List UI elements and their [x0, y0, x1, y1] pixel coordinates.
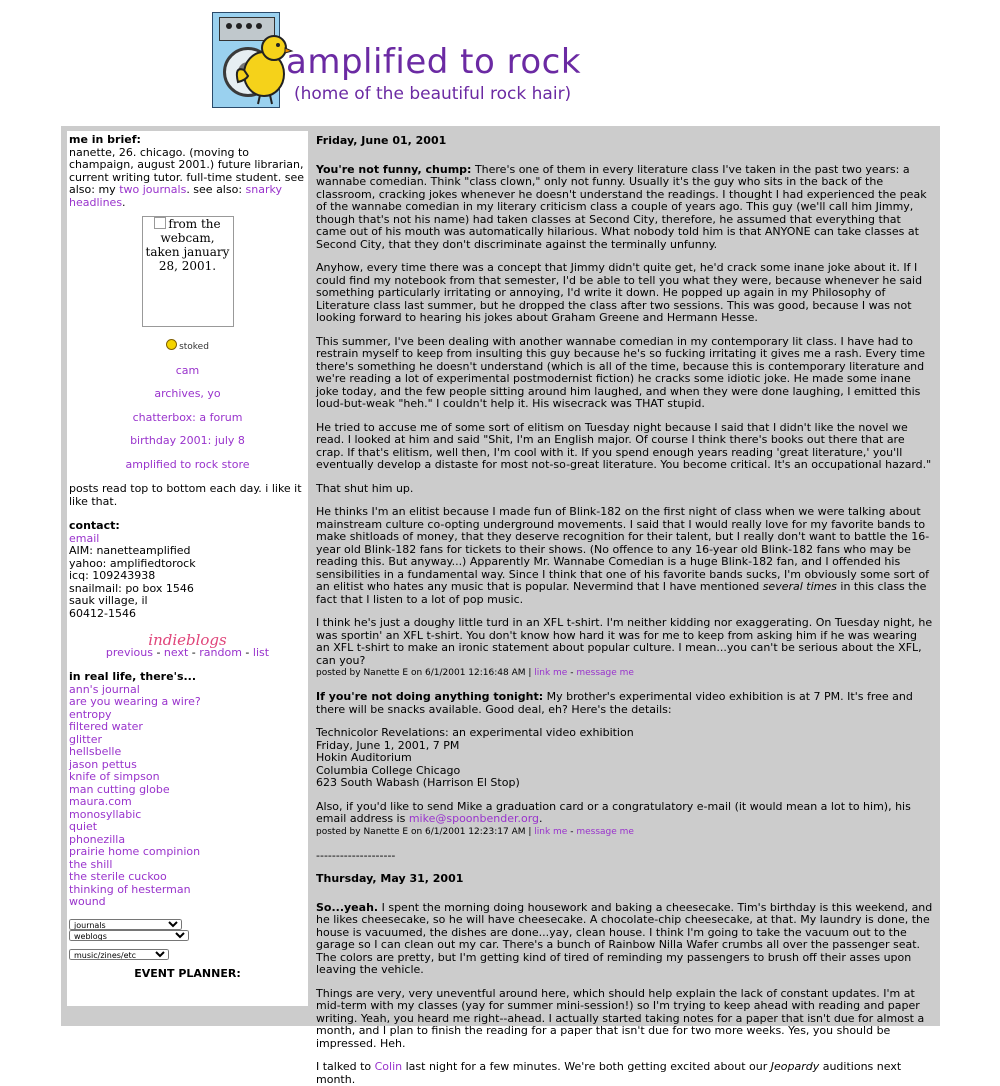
contact-icq: icq: 109243938	[69, 569, 156, 582]
webcam-image	[142, 216, 234, 327]
contact-yahoo: yahoo: amplifiedtorock	[69, 556, 196, 570]
post-paragraph	[316, 691, 934, 716]
brief-heading: me in brief:	[69, 133, 141, 146]
reallife-link[interactable]: man cutting globe	[69, 782, 170, 796]
link-selects	[69, 919, 306, 960]
weblogs-select[interactable]	[69, 930, 189, 941]
post-title: If you're not doing anything tonight:	[316, 690, 544, 703]
reallife-link[interactable]: the sterile cuckoo	[69, 870, 167, 883]
reallife-link[interactable]: quiet	[69, 820, 98, 833]
post-footer: posted by Nanette E on 6/1/2001 12:23:17 AM | link me - message me	[316, 826, 634, 837]
contact-zip: 60412-1546	[69, 606, 136, 620]
reallife-link[interactable]: are you wearing a wire?	[69, 695, 201, 708]
birthday-link[interactable]: birthday 2001: july 8	[130, 434, 245, 447]
music-select[interactable]	[69, 949, 169, 960]
reallife-link[interactable]: ann's journal	[69, 682, 140, 696]
reallife-heading: in real life, there's...	[69, 670, 197, 683]
post-paragraph: That shut him up.	[316, 481, 414, 495]
ring-next-link[interactable]: next	[163, 645, 189, 659]
post-paragraph	[316, 164, 934, 252]
two-journals-link[interactable]: two journals	[119, 183, 187, 196]
post-paragraph: I think he's just a doughy little turd in an XFL t-shirt. I'm neither kidding nor exaggerating. On Tuesday night, he was sportin' an XFL t-shirt. You don't know how hard it was for me to keep from asking him if he was wearing an XFL t-shirt to make an ironic statement about popular culture. I mean...you can't be serious about the XFL, can you?	[316, 616, 933, 667]
sidebar	[67, 131, 308, 1006]
journals-select[interactable]	[69, 919, 182, 930]
link-me-link[interactable]: link me	[534, 668, 568, 678]
snarky-headlines-link[interactable]: snarky headlines	[69, 183, 283, 209]
post-paragraph: Also, if you'd like to send Mike a graduation card or a congratulatory e-mail (it would mean a lot to him), his email address is mike@spoonbender.org.	[316, 799, 911, 825]
brief-text	[69, 147, 306, 210]
post-text: I talked to	[316, 1060, 372, 1073]
email-link[interactable]: email	[69, 531, 100, 545]
ring-list-link[interactable]: list	[252, 645, 270, 659]
reallife-link[interactable]: maura.com	[69, 795, 132, 808]
webring-nav: previous - next - random - list	[105, 645, 270, 659]
mood-label: stoked	[179, 342, 209, 352]
brief-mid: . see also:	[186, 183, 243, 196]
ring-random-link[interactable]: random	[199, 645, 242, 659]
archives-link[interactable]: archives, yo	[154, 387, 221, 400]
reallife-link[interactable]: phonezilla	[69, 832, 126, 846]
message-me-link[interactable]: message me	[576, 826, 634, 837]
sidebar-nav	[69, 365, 306, 472]
date-header: Thursday, May 31, 2001	[316, 872, 464, 885]
reallife-link[interactable]: thinking of hesterman	[69, 882, 191, 896]
main-content	[316, 133, 934, 1086]
posted-by: posted by Nanette E on 6/1/2001 12:23:17 AM |	[316, 826, 532, 837]
post-paragraph	[316, 506, 934, 606]
cam-link[interactable]: cam	[175, 363, 200, 377]
chick-icon	[230, 26, 292, 106]
event-details	[316, 727, 934, 790]
contact-heading: contact:	[69, 519, 120, 532]
reallife-link[interactable]: prairie home compinion	[69, 845, 201, 858]
post-title: You're not funny, chump:	[316, 162, 472, 176]
post-text: He thinks I'm an elitist because I made fun of Blink-182 on the first night of class when we were talking about mainstream culture co-opting underground movements. I said that I would really love for my favorite bands to make shitloads of money, that they deserve recognition for their talent, but I really don't want to battle the 16-year old Blink-182 fans for tickets to their shows. (No offence to any 16-year old Blink-182 fans who may be reading this. But anyway...) Apparently Mr. Wannabe Comedian is a huge Blink-182 fan, and I offended his sensibilities in a fundamental way. Since I think that one of his favorite bands sucks, I'm obviously some sort of an elitist who hates any music that is popular. Nevermind that I have mentioned	[316, 505, 930, 593]
contact-snailmail: snailmail: po box 1546	[69, 581, 194, 595]
post-paragraph	[316, 1061, 934, 1086]
contact-aim: AIM: nanetteamplified	[69, 544, 191, 557]
reallife-link[interactable]: glitter	[69, 732, 103, 746]
webcam-alt-text: from the webcam, taken january 28, 2001.	[145, 217, 230, 273]
email-mike-link[interactable]: mike@spoonbender.org	[408, 812, 540, 825]
post-text: My brother's experimental video exhibition is at 7 PM. It's free and there will be snacks available. Good deal, eh? Here's the details:	[316, 690, 913, 716]
post-text: in this class the fact that I listen to a lot of pop music.	[316, 580, 927, 606]
post-text: last night for a few minutes. We're both getting excited about our	[405, 1060, 768, 1073]
post-emphasis: Jeopardy	[770, 1060, 820, 1073]
post-text: I spent the morning doing housework and baking a cheesecake. Tim's birthday is this weekend, and he likes cheesecake, so he will have cheesecake. A chocolate-chip cheesecake, at that. My laundry is done, the house is vacuumed, the dishes are done...yay, clean house. I think I'm going to take the vacuum out to the garage so I can clean out my car. There's a bunch of Rainbow Nilla Wafer crumbs all over the passenger seat. The colors are pretty, but I'm getting kind of tired of reminding my passengers to brush off their asses upon leaving the vehicle.	[316, 900, 933, 976]
event-line: 623 South Wabash (Harrison El Stop)	[316, 776, 520, 789]
store-link[interactable]: amplified to rock store	[125, 457, 250, 471]
post-paragraph: This summer, I've been dealing with another wannabe comedian in my contemporary lit class. I have had to restrain myself to keep from insulting this guy because he's so fucking irritating it gives me a rash. Every time there's something he doesn't understand (which is all of the time, because this is contemporary literature and we're reading a lot of experimental postmodernist fiction) he cracks some idiotic joke. He made some inane joke today, and the few people sitting around him laughed, and when they were done laughing, I emitted this loud-but-weak "heh." I couldn't help it. His wisecrack was THAT stupid.	[316, 334, 926, 410]
reallife-link[interactable]: monosyllabic	[69, 807, 142, 821]
event-planner-heading: EVENT PLANNER:	[134, 966, 241, 980]
site-title: amplified to rock	[286, 42, 582, 82]
post-footer: posted by Nanette E on 6/1/2001 12:16:48 AM | link me - message me	[316, 668, 634, 678]
event-line: Hokin Auditorium	[316, 751, 412, 764]
colin-link[interactable]: Colin	[374, 1060, 403, 1073]
brief-body: nanette, 26. chicago. (moving to champaign, august 2001.) future librarian, current writing tutor. full-time student. see also: my	[69, 145, 304, 196]
posts-note: posts read top to bottom each day. i like it like that.	[69, 482, 302, 508]
posted-by: posted by Nanette E on 6/1/2001 12:16:48 AM |	[316, 668, 532, 678]
reallife-link[interactable]: knife of simpson	[69, 770, 160, 783]
reallife-link[interactable]: hellsbelle	[69, 745, 122, 758]
post-paragraph: Anyhow, every time there was a concept that Jimmy didn't quite get, he'd crack some inane joke about it. If I could find my notebook from that semester, I'd be able to tell you what they were, because whenever he said something particularly irritating or annoying, I'd write it down. He popped up again in my Philosophy of Literature class last summer, but he dropped the class after two sessions. This was good, because I was not looking forward to hearing his jokes about Graham Greene and Hermann Hesse.	[316, 261, 923, 324]
event-line: Columbia College Chicago	[316, 763, 461, 777]
event-line: Technicolor Revelations: an experimental video exhibition	[316, 726, 634, 739]
divider: --------------------	[316, 848, 396, 862]
reallife-link[interactable]: the shill	[69, 857, 113, 871]
link-me-link[interactable]: link me	[534, 826, 568, 837]
post-text: auditions next month.	[316, 1060, 902, 1086]
post-paragraph: He tried to accuse me of some sort of elitism on Tuesday night because I said that I didn't like the novel we read. I looked at him and said "Shit, I'm an English major. Of course I think there's books out there that are crap. If that's elitism, well then, I'm cool with it. If you spend enough years reading 'great literature,' you'll eventually develop a distaste for most not-so-great literature. You become critical. It's an occupational hazard."	[316, 420, 932, 471]
post-emphasis: several times	[762, 580, 837, 593]
post-text: Also, if you'd like to send Mike a graduation card or a congratulatory e-mail (it would mean a lot to him), his email address is	[316, 799, 911, 825]
message-me-link[interactable]: message me	[576, 668, 634, 678]
reallife-link[interactable]: jason pettus	[69, 757, 137, 771]
ring-previous-link[interactable]: previous	[105, 645, 153, 659]
brief-end: .	[122, 195, 126, 209]
indieblogs-logo[interactable]: indieblogs	[148, 631, 227, 649]
site-subtitle: (home of the beautiful rock hair)	[294, 84, 572, 104]
reallife-link[interactable]: filtered water	[69, 720, 143, 733]
broken-image-icon	[154, 217, 166, 229]
post-paragraph	[316, 902, 934, 977]
reallife-link[interactable]: entropy	[69, 707, 112, 721]
forum-link[interactable]: chatterbox: a forum	[132, 410, 243, 424]
contact-city: sauk village, il	[69, 594, 148, 607]
date-header: Friday, June 01, 2001	[316, 134, 447, 147]
reallife-link[interactable]: wound	[69, 895, 106, 908]
smiley-icon	[166, 339, 177, 350]
post-paragraph: Things are very, very uneventful around here, which should help explain the lack of constant updates. I'm at mid-term with my classes (yay for summer mini-session!) so I'm trying to keep ahead with reading and paper writing. Yeah, you heard me right--ahead. I actually started taking notes for a paper that isn't due for almost a month, and I plan to finish the reading for a paper that isn't due for two more weeks. Yes, you should be impressed. Heh.	[316, 986, 925, 1050]
mood-indicator	[69, 339, 306, 354]
site-header	[212, 12, 592, 112]
event-line: Friday, June 1, 2001, 7 PM	[316, 738, 460, 752]
post-text: There's one of them in every literature class I've taken in the past two years: a wannabe comedian. Think "class clown," only not funny. Usually it's the guy who sits in the back of the classroom, cracking jokes whenever he doesn't understand the readings. I thought I had experienced the peak of the wannabe comedian in my literary criticism class a couple of years ago. This guy (we'll call him Jimmy, though that's not his name) had taken classes at Second City, therefore, he assumed that everything that came out of his mouth was automatically hilarious. What nobody told him is that ANYONE can take classes at Second City, that they don't discriminate against the terminally unfunny.	[316, 162, 927, 251]
post-title: So...yeah.	[316, 900, 379, 914]
reallife-links	[69, 684, 306, 909]
